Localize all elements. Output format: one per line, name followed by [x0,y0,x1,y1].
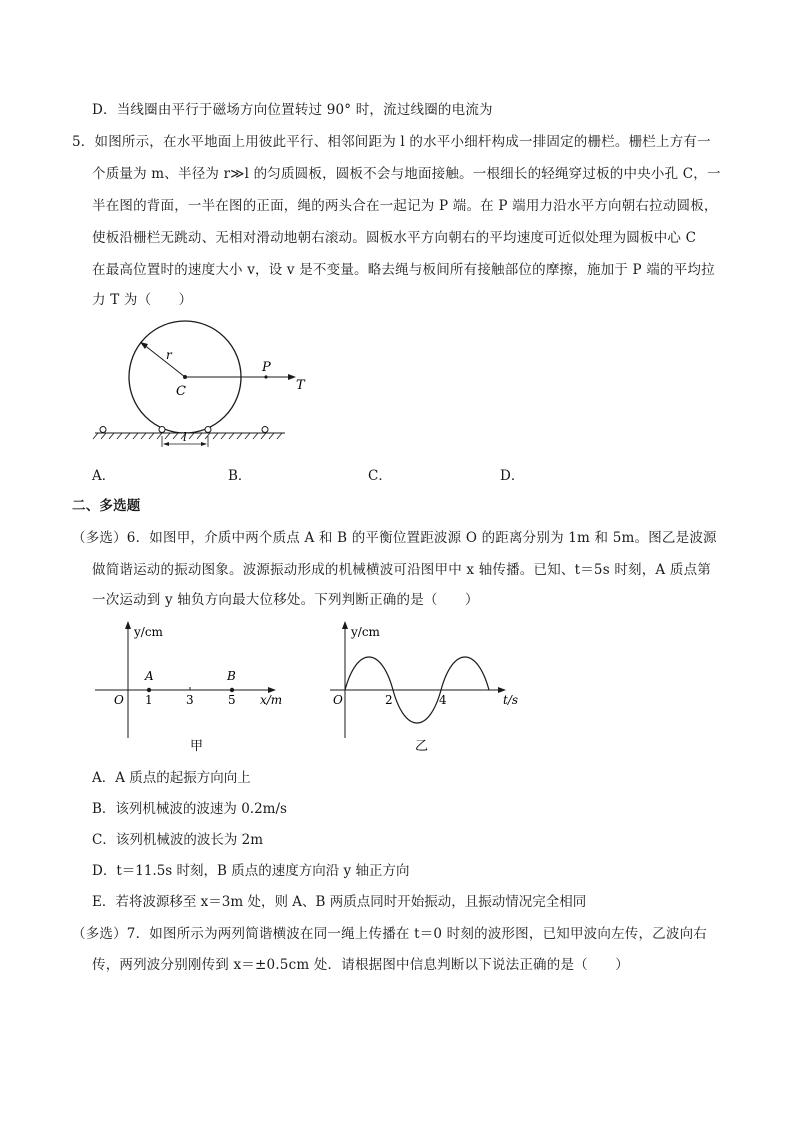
jia-caption: 甲 [190,739,204,754]
yi-caption: 乙 [415,739,429,754]
label-t: T [296,378,305,393]
point-b [230,688,234,692]
tension-arrowhead [288,374,296,380]
q5-option-d[interactable]: D． [500,468,525,484]
q5-option-b[interactable]: B． [228,468,252,484]
label-c: C [176,384,186,399]
q7-line-2: 传，两列波分别刚传到 x＝±0.5cm 处．请根据图中信息判断以下说法正确的是（ ） [92,957,629,973]
section-title-multi-choice: 二、多选题 [72,498,141,514]
label-r: r [166,348,172,362]
q5-line-3: 半在图的背面，一半在图的正面，绳的两头合在一起记为 P 端。在 P 端用力沿水平方向朝右拉动圆板， [92,198,718,214]
yi-y-label: y/cm [351,625,380,639]
label-p: P [262,360,271,375]
q6-line-2: 做简谐运动的振动图象。波源振动形成的机械横波可沿图甲中 x 轴传播。已知、t＝5s 时刻，A 质点第 [92,562,711,578]
q5-line-4: 使板沿栅栏无跳动、无相对滑动地朝右滚动。圆板水平方向朝右的平均速度可近似处理为圆板中心 C [92,230,697,246]
radius-line [143,344,185,377]
q7-line-1: （多选）7．如图所示为两列简谐横波在同一绳上传播在 t＝0 时刻的波形图，已知甲波向左传，乙波向右 [72,926,707,942]
q6-line-1: （多选）6．如图甲，介质中两个质点 A 和 B 的平衡位置距波源 O 的距离分别为 1m 和 5m。图乙是波源 [72,530,717,546]
q5-line-1: 5．如图所示，在水平地面上用彼此平行、相邻间距为 l 的水平小细杆构成一排固定的栅栏。栅栏上方有一 [72,134,711,150]
q5-line-5: 在最高位置时的速度大小 v，设 v 是不变量。略去绳与板间所有接触部位的摩擦，施加于 P 端的平均拉 [92,262,715,278]
ground-hatch [93,433,282,439]
jia-x-label: x/m [260,693,283,707]
label-l: l [183,430,187,444]
jia-tick-3: 3 [186,693,194,707]
q5-disk-figure [90,315,310,450]
q6-option-a[interactable]: A．A 质点的起振方向向上 [92,770,251,786]
q6-option-b[interactable]: B．该列机械波的波速为 0.2m/s [92,801,287,817]
jia-tick-1: 1 [145,693,153,707]
q5-line-2: 个质量为 m、半径为 r≫l 的匀质圆板，圆板不会与地面接触。一根细长的轻绳穿过板的中央小孔 C，一 [92,166,721,182]
q5-option-c[interactable]: C． [368,468,392,484]
jia-label-b: B [227,669,236,683]
q6-option-c[interactable]: C．该列机械波的波长为 2m [92,832,264,848]
jia-tick-5: 5 [228,693,236,707]
q6-option-e[interactable]: E．若将波源移至 x＝3m 处，则 A、B 两质点同时开始振动，且振动情况完全相同 [92,894,587,910]
point-a [147,688,151,692]
q4-option-d: D．当线圈由平行于磁场方向位置转过 90° 时，流过线圈的电流为 [92,102,493,118]
q5-line-6: 力 T 为（ ） [92,292,193,308]
q6-figure-yi [325,618,530,758]
yi-origin: O [333,693,343,707]
yi-tick-4: 4 [439,693,447,707]
q6-figure-jia [90,618,300,758]
q5-option-a[interactable]: A． [92,468,116,484]
jia-y-label: y/cm [134,625,163,639]
yi-x-label: t/s [503,693,519,707]
jia-label-a: A [145,669,154,683]
radius-arrowhead [140,342,148,349]
jia-origin: O [114,693,124,707]
q6-option-d[interactable]: D．t＝11.5s 时刻，B 质点的速度方向沿 y 轴正方向 [92,863,410,879]
yi-tick-2: 2 [385,693,393,707]
q6-line-3: 一次运动到 y 轴负方向最大位移处。下列判断正确的是（ ） [92,592,479,608]
p-point [264,375,267,378]
